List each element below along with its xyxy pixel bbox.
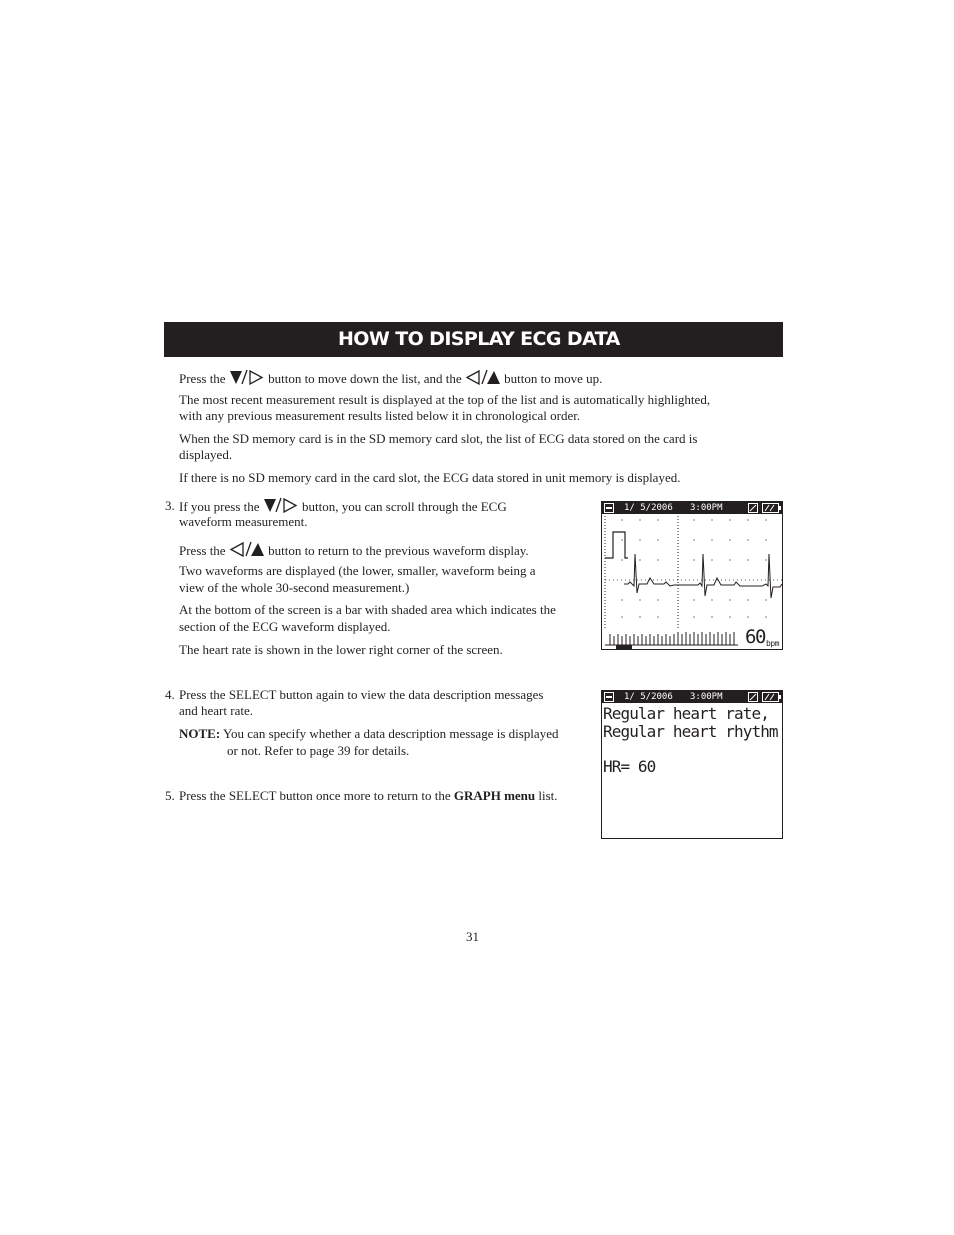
intro-text: button to move up.: [504, 371, 603, 386]
intro-paragraph-3-line-1: When the SD memory card is in the SD memory card slot, the list of ECG data stored on the card is: [179, 431, 698, 446]
page-number: 31: [466, 929, 479, 944]
step-5-text: list.: [538, 788, 558, 803]
memory-card-icon: [604, 503, 614, 513]
step-5-line: [179, 787, 558, 804]
step-3-text: button, you can scroll through the ECG: [302, 499, 507, 514]
heart-rate-value: 60: [745, 626, 765, 648]
memory-card-icon: [604, 692, 614, 702]
grid-dots: [621, 519, 766, 617]
section-title: HOW TO DISPLAY ECG DATA: [164, 322, 783, 357]
left-up-button-icon: [465, 369, 501, 385]
step-4-note-line-2: or not. Refer to page 39 for details.: [227, 743, 410, 758]
intro-paragraph-3-line-2: displayed.: [179, 447, 233, 462]
scroll-position-indicator: [616, 645, 632, 649]
ecg-waveform-screen: [601, 501, 783, 650]
intro-paragraph-2-line-1: The most recent measurement result is displayed at the top of the list and is automatically highlighted,: [179, 392, 711, 407]
step-3-text: If you press the: [179, 499, 260, 514]
heart-rate-line: HR= 60: [603, 757, 656, 776]
left-up-button-icon: [229, 541, 265, 557]
step-4-line-1: Press the SELECT button again to view the data description messages: [179, 687, 544, 702]
down-right-button-icon: [229, 369, 265, 385]
step-3-paragraph-2: [179, 541, 529, 559]
graph-menu-label: GRAPH menu: [453, 788, 536, 803]
ecg-description-screen: [601, 690, 783, 839]
step-3-paragraph-3-line-1: Two waveforms are displayed (the lower, smaller, waveform being a: [179, 563, 536, 578]
step-5-text: Press the SELECT button once more to return to the: [179, 788, 451, 803]
step-4-number: 4.: [165, 687, 175, 702]
step-3-number: 3.: [165, 498, 175, 513]
down-right-button-icon: [263, 497, 299, 513]
description-line-1: Regular heart rate,: [603, 704, 769, 723]
step-3-text: button to return to the previous waveform display.: [268, 543, 529, 558]
intro-paragraph-4: If there is no SD memory card in the card slot, the ECG data stored in unit memory is displayed.: [179, 470, 681, 485]
step-3-line-2: waveform measurement.: [179, 514, 308, 529]
intro-text: Press the: [179, 371, 226, 386]
screen-date: 1/ 5/2006: [624, 503, 673, 513]
step-3-paragraph-5: The heart rate is shown in the lower right corner of the screen.: [179, 642, 503, 657]
screen-status-bar: [602, 691, 782, 703]
screen-time: 3:00PM: [690, 503, 723, 513]
description-line-2: Regular heart rhythm: [603, 722, 778, 741]
heart-rate-unit: bpm: [766, 639, 779, 648]
intro-paragraph-1: [179, 369, 602, 387]
step-5-number: 5.: [165, 788, 175, 803]
step-3-text: Press the: [179, 543, 226, 558]
step-3-paragraph-3-line-2: view of the whole 30-second measurement.): [179, 580, 410, 595]
intro-text: button to move down the list, and the: [268, 371, 462, 386]
battery-icon: [748, 692, 781, 702]
step-3-paragraph-4-line-1: At the bottom of the screen is a bar with shaded area which indicates the: [179, 602, 556, 617]
note-label: NOTE:: [179, 726, 221, 741]
screen-time: 3:00PM: [690, 692, 723, 702]
step-4-note-line-1: [179, 725, 558, 742]
intro-paragraph-2-line-2: with any previous measurement results listed below it in chronological order.: [179, 408, 581, 423]
battery-icon: [748, 503, 781, 513]
step-3-paragraph-4-line-2: section of the ECG waveform displayed.: [179, 619, 391, 634]
screen-status-bar: [602, 502, 782, 514]
screen-date: 1/ 5/2006: [624, 692, 673, 702]
step-4-line-2: and heart rate.: [179, 703, 253, 718]
note-text: You can specify whether a data description message is displayed: [222, 726, 559, 741]
